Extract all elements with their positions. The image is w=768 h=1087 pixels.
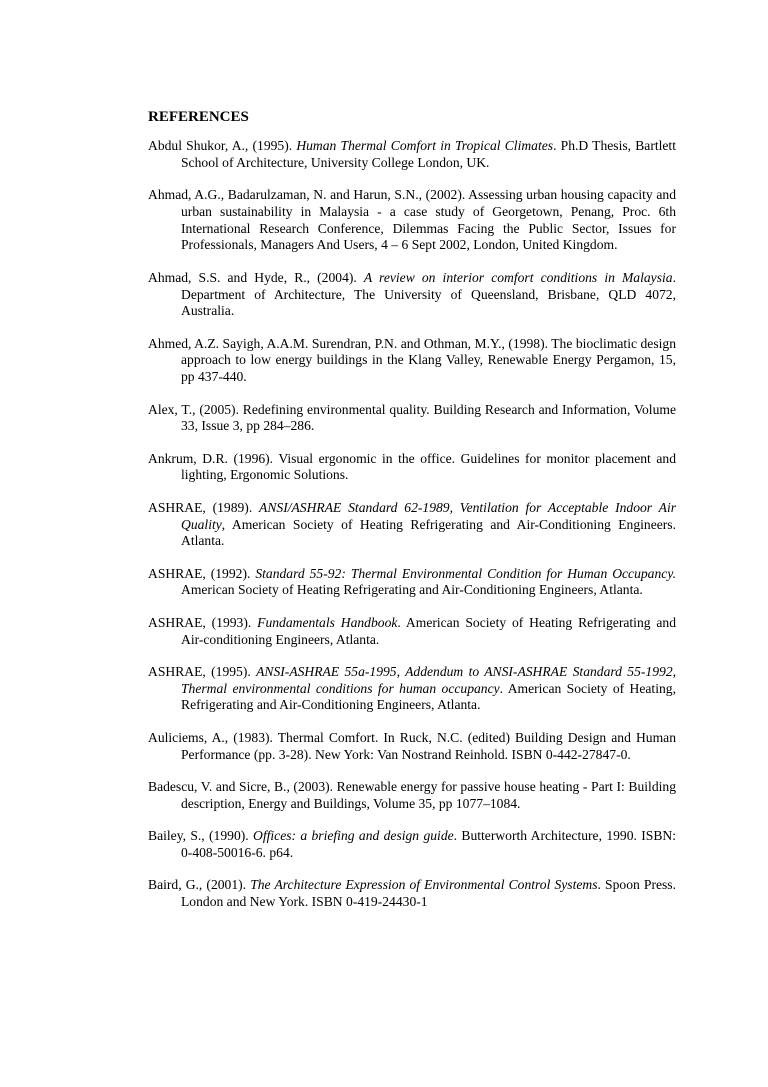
reference-entry: Auliciems, A., (1983). Thermal Comfort. In Ruck, N.C. (edited) Building Design and Human Performance (pp. 3-28). New York: Van Nostrand Reinhold. ISBN 0-442-27847-0. — [148, 729, 676, 762]
reference-entry: Ahmed, A.Z. Sayigh, A.A.M. Surendran, P.N. and Othman, M.Y., (1998). The bioclimatic design approach to low energy buildings in the Klang Valley, Renewable Energy Pergamon, 15, pp 437-440. — [148, 335, 676, 385]
reference-entry: ASHRAE, (1995). ANSI-ASHRAE 55a-1995, Addendum to ANSI-ASHRAE Standard 55-1992, Thermal environmental conditions for human occupancy. American Society of Heating, Refrigerating and Air-Conditioning Engineers, Atlanta. — [148, 663, 677, 713]
reference-entry: ASHRAE, (1989). ANSI/ASHRAE Standard 62-1989, Ventilation for Acceptable Indoor Air Quality, American Society of Heating Refrigerating and Air-Conditioning Engineers. Atlanta. — [148, 499, 677, 549]
reference-entry: Badescu, V. and Sicre, B., (2003). Renewable energy for passive house heating - Part I: Building description, Energy and Buildings, Volume 35, pp 1077–1084. — [148, 778, 676, 811]
reference-entry: Ahmad, A.G., Badarulzaman, N. and Harun, S.N., (2002). Assessing urban housing capacity and urban sustainability in Malaysia - a case study of Georgetown, Penang, Proc. 6th International Research Conference, Dilemmas Facing the Public Sector, Issues for Professionals, Managers And Users, 4 – 6 Sept 2002, London, United Kingdom. — [148, 187, 676, 253]
reference-entry: Alex, T., (2005). Redefining environmental quality. Building Research and Information, Volume 33, Issue 3, pp 284–286. — [148, 401, 676, 434]
reference-list — [148, 138, 676, 911]
reference-entry: ASHRAE, (1993). Fundamentals Handbook. American Society of Heating Refrigerating and Air-conditioning Engineers, Atlanta. — [148, 614, 677, 647]
reference-entry: Abdul Shukor, A., (1995). Human Thermal Comfort in Tropical Climates. Ph.D Thesis, Bartlett School of Architecture, University College London, UK. — [148, 138, 676, 170]
reference-entry: ASHRAE, (1992). Standard 55-92: Thermal Environmental Condition for Human Occupancy. American Society of Heating Refrigerating and Air-Conditioning Engineers, Atlanta. — [148, 565, 676, 598]
document-page — [148, 108, 676, 926]
section-heading: REFERENCES — [148, 109, 249, 125]
reference-entry: Ahmad, S.S. and Hyde, R., (2004). A review on interior comfort conditions in Malaysia. Department of Architecture, The University of Queensland, Brisbane, QLD 4072, Australia. — [148, 269, 676, 319]
reference-entry: Bailey, S., (1990). Offices: a briefing and design guide. Butterworth Architecture, 1990. ISBN: 0-408-50016-6. p64. — [148, 827, 676, 860]
reference-entry: Ankrum, D.R. (1996). Visual ergonomic in the office. Guidelines for monitor placement and lighting, Ergonomic Solutions. — [148, 450, 676, 483]
reference-entry: Baird, G., (2001). The Architecture Expression of Environmental Control Systems. Spoon Press. London and New York. ISBN 0-419-24430-1 — [148, 877, 676, 909]
